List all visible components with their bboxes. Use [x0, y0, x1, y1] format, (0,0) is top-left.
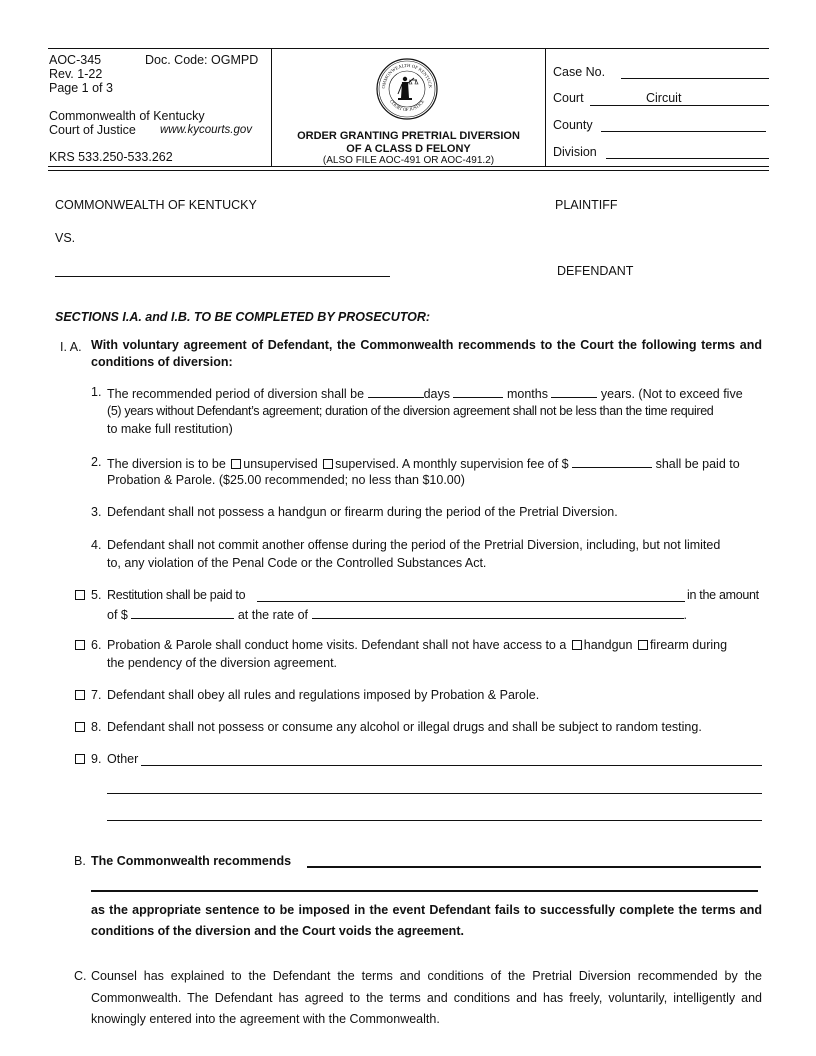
other-field-line2[interactable]	[107, 793, 762, 794]
diversion-months-field[interactable]	[453, 385, 503, 398]
item4-line2: to, any violation of the Penal Code or the Controlled Substances Act.	[107, 556, 487, 570]
item7-checkbox[interactable]	[75, 690, 85, 700]
case-no-label: Case No.	[553, 65, 606, 79]
item9-label: Other	[107, 752, 139, 766]
header-bottom-rule-2	[48, 170, 769, 171]
section-b-text: as the appropriate sentence to be imposed in the event Defendant fails to successfully complete the terms and conditions of the diversion and the Court voids the agreement.	[91, 903, 762, 938]
item2-line2: Probation & Parole. ($25.00 recommended; no less than $10.00)	[107, 473, 465, 487]
item-number: 8.	[91, 720, 102, 734]
item-number: 3.	[91, 505, 102, 519]
court-seal	[376, 58, 438, 120]
form-title-line2: OF A CLASS D FELONY	[346, 143, 471, 155]
item5-line2: of $ at the rate of .	[107, 608, 687, 622]
restitution-rate-field[interactable]	[312, 606, 684, 619]
item6-checkbox[interactable]	[75, 640, 85, 650]
other-field-line1[interactable]	[141, 765, 762, 766]
revision: Rev. 1-22	[49, 67, 103, 81]
restitution-payee-field[interactable]	[257, 601, 685, 602]
item-number: 9.	[91, 752, 102, 766]
county-field[interactable]	[601, 131, 766, 132]
item9-checkbox[interactable]	[75, 754, 85, 764]
header-top-rule	[48, 48, 769, 49]
versus-label: VS.	[55, 231, 76, 245]
section-ia-number: I. A.	[60, 340, 82, 354]
section-c-number: C.	[74, 969, 87, 983]
header-bottom-rule	[48, 166, 769, 167]
division-label: Division	[553, 145, 597, 159]
item1-line3: to make full restitution)	[107, 422, 233, 436]
svg-text:COURT OF JUSTICE	[389, 99, 425, 112]
item8-text: Defendant shall not possess or consume any alcohol or illegal drugs and shall be subject to random testing.	[107, 720, 702, 734]
page-number: Page 1 of 3	[49, 81, 113, 95]
defendant-name-field[interactable]	[55, 276, 390, 277]
item-number: 2.	[91, 455, 102, 469]
website-link[interactable]: www.kycourts.gov	[160, 124, 253, 136]
section-b-number: B.	[74, 854, 86, 868]
item7-text: Defendant shall obey all rules and regulations imposed by Probation & Parole.	[107, 688, 540, 702]
supervised-checkbox[interactable]	[323, 459, 333, 469]
court-value: Circuit	[646, 91, 682, 105]
case-no-field[interactable]	[621, 78, 769, 79]
item6-line1: Probation & Parole shall conduct home visits. Defendant shall not have access to a handgun firearm during	[107, 638, 728, 652]
court-label: Court	[553, 91, 584, 105]
form-title-line1: ORDER GRANTING PRETRIAL DIVERSION	[297, 130, 520, 142]
court-field[interactable]	[590, 91, 769, 106]
seal-top-text: OMMONWEALTH OF KENTUCK	[380, 62, 434, 89]
section-ia-heading: With voluntary agreement of Defendant, the Commonwealth recommends to the Court the following terms and conditions of diversion:	[91, 338, 762, 369]
item-number: 4.	[91, 538, 102, 552]
item6-line2: the pendency of the diversion agreement.	[107, 656, 338, 670]
division-field[interactable]	[606, 158, 769, 159]
item5-line1-end: in the amount	[687, 588, 759, 602]
unsupervised-checkbox[interactable]	[231, 459, 241, 469]
header-divider-right	[545, 48, 546, 166]
other-field-line3[interactable]	[107, 820, 762, 821]
item1-line2: (5) years without Defendant’s agreement; duration of the diversion agreement shall not be less than the time required	[107, 404, 714, 418]
form-title-note: (ALSO FILE AOC-491 OR AOC-491.2)	[322, 155, 495, 166]
recommended-sentence-field-1[interactable]	[307, 866, 761, 868]
item1-line1: The recommended period of diversion shall be days months years. (Not to exceed five	[107, 387, 743, 401]
item-number: 1.	[91, 385, 102, 399]
item8-checkbox[interactable]	[75, 722, 85, 732]
recommended-sentence-field-2[interactable]	[91, 890, 758, 892]
restitution-amount-field[interactable]	[131, 606, 234, 619]
section-c-text: Counsel has explained to the Defendant the terms and conditions of the Pretrial Diversion recommended by the Commonwealth. The Defendant has agreed to the terms and conditions and has freely, voluntarily, intelligently and knowingly entered into the agreement with the Commonwealth.	[91, 969, 762, 1026]
item-number: 6.	[91, 638, 102, 652]
diversion-days-field[interactable]	[368, 385, 424, 398]
plaintiff-label: PLAINTIFF	[555, 198, 618, 212]
court-of-justice-label: Court of Justice	[49, 123, 136, 137]
krs-reference: KRS 533.250-533.262	[49, 150, 173, 164]
doc-code: Doc. Code: OGMPD	[145, 53, 259, 67]
diversion-years-field[interactable]	[551, 385, 597, 398]
item-number: 7.	[91, 688, 102, 702]
item2-line1: The diversion is to be unsupervised supervised. A monthly supervision fee of $ shall be paid to	[107, 457, 740, 471]
item-number: 5.	[91, 588, 102, 602]
section-b-label: The Commonwealth recommends	[91, 854, 292, 868]
supervision-fee-field[interactable]	[572, 455, 652, 468]
item4-line1: Defendant shall not commit another offense during the period of the Pretrial Diversion, including, but not limited	[107, 538, 721, 552]
sections-heading: SECTIONS I.A. and I.B. TO BE COMPLETED BY PROSECUTOR:	[55, 310, 431, 324]
item5-line1-label: Restitution shall be paid to	[107, 588, 246, 602]
handgun-checkbox[interactable]	[572, 640, 582, 650]
defendant-label: DEFENDANT	[557, 264, 634, 278]
form-number: AOC-345	[49, 53, 102, 67]
item3-text: Defendant shall not possess a handgun or firearm during the period of the Pretrial Diversion.	[107, 505, 618, 519]
plaintiff-name: COMMONWEALTH OF KENTUCKY	[55, 198, 257, 212]
seal-bottom-text: COURT OF JUSTICE	[388, 98, 426, 113]
firearm-checkbox[interactable]	[638, 640, 648, 650]
item5-checkbox[interactable]	[75, 590, 85, 600]
county-label: County	[553, 118, 593, 132]
commonwealth-label: Commonwealth of Kentucky	[49, 109, 205, 123]
